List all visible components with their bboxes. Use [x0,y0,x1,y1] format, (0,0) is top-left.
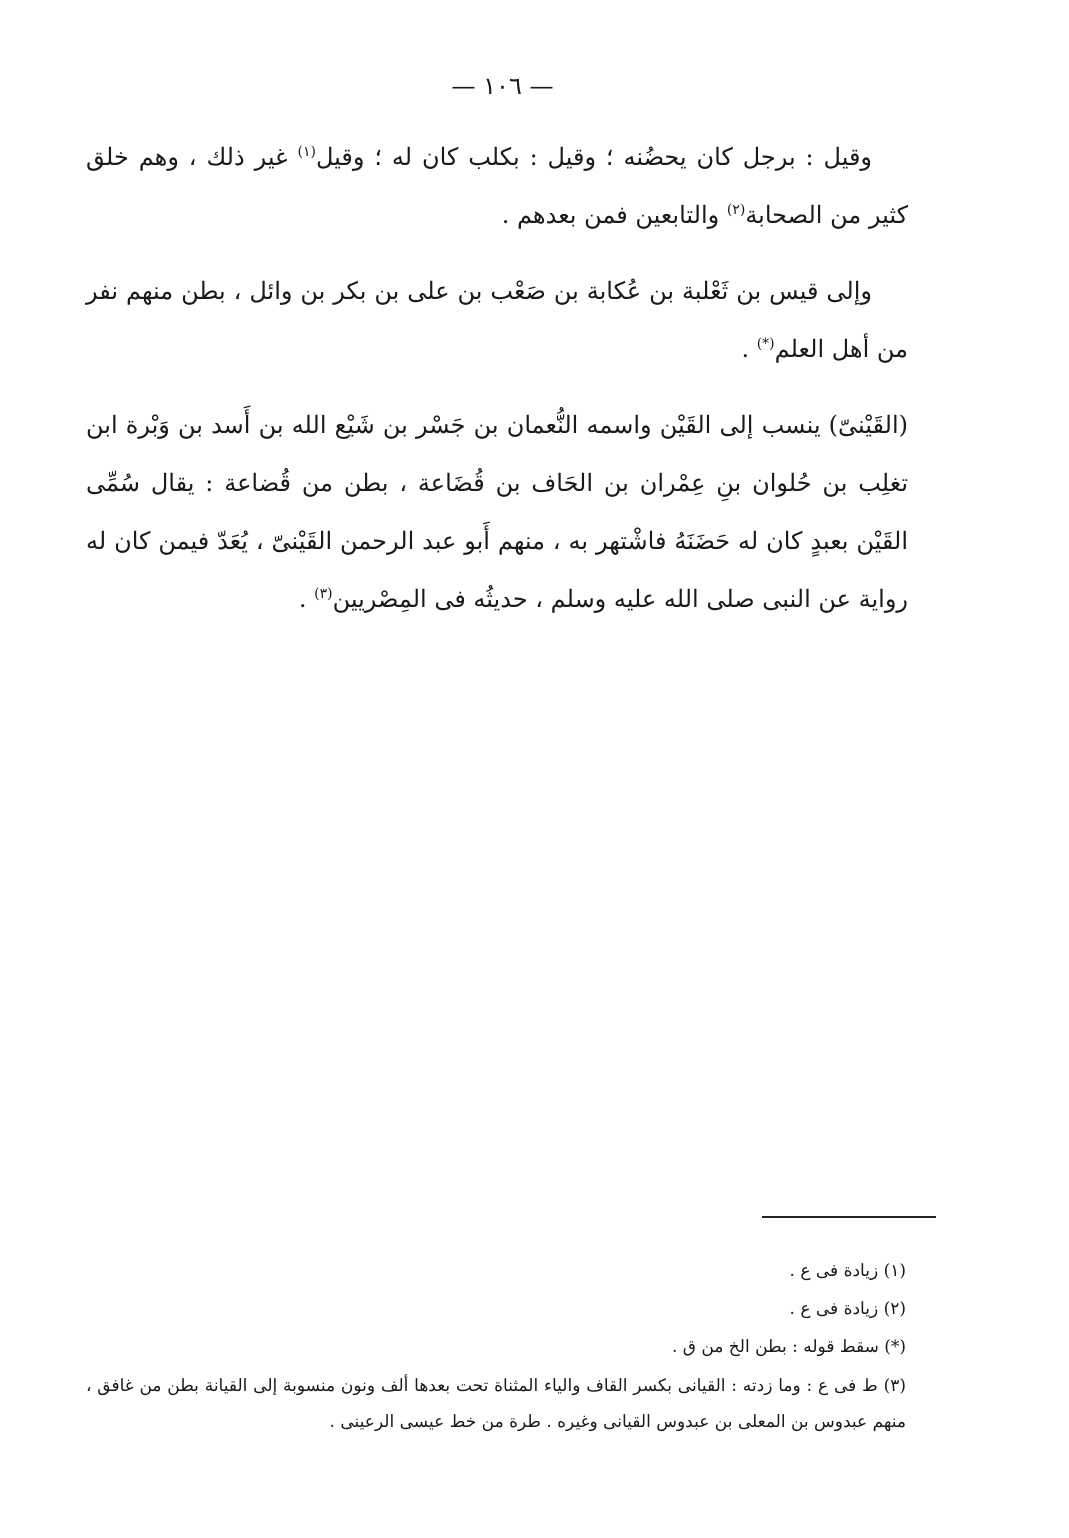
footnote-star: (*) سقط قوله : بطن الخ من ق . [671,1337,906,1357]
footnote-ref-2: (٢) [726,202,746,218]
footnote-2: (٢) زيادة فى ع . [789,1299,906,1319]
footnote-1: (١) زيادة فى ع . [789,1261,906,1281]
main-text [86,128,908,628]
footnote-ref-1: (١) [297,144,316,160]
paragraph-2-text-a: وإلى قيس بن ثَعْلبة بن عُكابة بن صَعْب بن على بن بكر بن وائل ، بطن منهم نفر من أهل العلم [86,277,908,363]
page-number: — ١٠٦ — [451,72,554,100]
paragraph-3-text-b: . [298,585,315,613]
paragraph-2 [86,262,908,378]
paragraph-1 [86,128,908,244]
paragraph-1-text-b: غير ذلك ، وهم خلق كثير من الصحابة [86,143,908,229]
footnote-ref-3: (٣) [314,586,333,602]
footnote-ref-star: (*) [756,336,775,352]
paragraph-3 [86,396,908,628]
paragraph-1-text-a: وقيل : برجل كان يحضُنه ؛ وقيل : بكلب كان له ؛ وقيل [315,143,873,171]
footnote-divider [762,1216,936,1218]
paragraph-3-text-a: (القَيْنىّ) ينسب إلى القَيْن واسمه النُّعمان بن جَسْر بن شَيْع الله بن أَسد بن وَبْرة ابن تغلِب بن حُلوان بنِ عِمْران بن الحَاف بن قُضَاعة ، بطن من قُضاعة : يقال سُمِّى القَيْن بعبدٍ كان له حَضَنَهُ فاشْتهر به ، منهم أَبو عبد الرحمن القَيْنىّ ، يُعَدّ فيمن كان له رواية عن النبى صلى الله عليه وسلم ، حديثُه فى المِصْريين [86,411,909,613]
footnotes [86,1252,906,1440]
paragraph-1-text-c: والتابعين فمن بعدهم . [501,201,727,229]
paragraph-2-text-b: . [741,335,757,363]
footnote-3: (٣) ط فى ع : وما زدته : القيانى بكسر القاف والياء المثناة تحت بعدها ألف ونون منسوبة إلى القيانة بطن من غافق ، منهم عبدوس بن المعلى بن عبدوس القيانى وغيره . طرة من خط عيسى الرعينى . [86,1376,906,1432]
